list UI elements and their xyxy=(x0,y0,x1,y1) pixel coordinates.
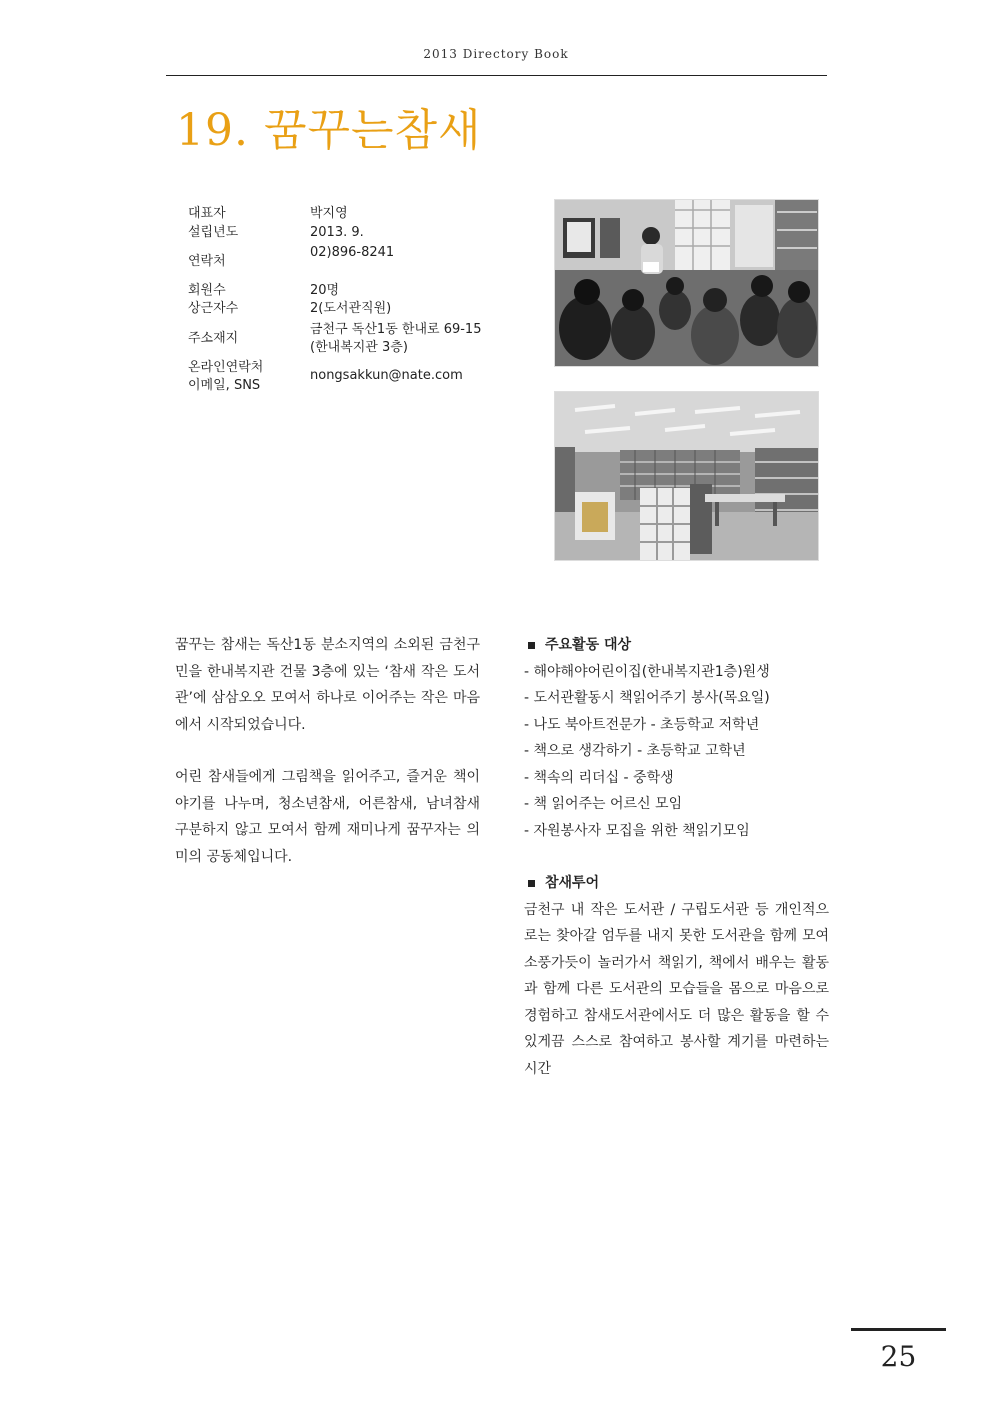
page-title: 19. 꿈꾸는참새 xyxy=(176,105,482,156)
address-line2: (한내복지관 3층) xyxy=(310,340,408,355)
list-item: - 해야해야어린이집(한내복지관1층)원생 xyxy=(524,663,770,680)
activities-heading: 주요활동 대상 xyxy=(524,632,829,659)
square-bullet-icon xyxy=(528,880,535,887)
members-value: 20명 xyxy=(310,283,340,298)
list-item: - 책속의 리더십 - 중학생 xyxy=(524,769,674,786)
online-label-1: 온라인연락처 xyxy=(188,360,264,375)
list-item: - 책 읽어주는 어르신 모임 xyxy=(524,796,683,812)
contact-value: 02)896-8241 xyxy=(310,245,395,260)
library-interior-photo xyxy=(554,391,819,561)
rep-value: 박지영 xyxy=(310,206,348,221)
running-header: 2013 Directory Book xyxy=(423,47,569,61)
members-label: 회원수 xyxy=(188,283,226,298)
founded-value: 2013. 9. xyxy=(310,225,364,240)
address-label: 주소재지 xyxy=(188,331,239,346)
list-item: - 도서관활동시 책읽어주기 봉사(목요일) xyxy=(524,690,770,706)
square-bullet-icon xyxy=(528,642,535,649)
list-item: - 나도 북아트전문가 - 초등학교 저학년 xyxy=(524,716,760,733)
address-line1: 금천구 독산1동 한내로 69-15 xyxy=(310,322,482,337)
storytime-photo xyxy=(554,199,819,367)
staff-value: 2(도서관직원) xyxy=(310,301,392,316)
email-value: nongsakkun@nate.com xyxy=(310,368,463,383)
page-number: 25 xyxy=(880,1340,917,1373)
activities-column xyxy=(524,632,829,1082)
list-item: - 자원봉사자 모집을 위한 책읽기모임 xyxy=(524,822,750,839)
staff-label: 상근자수 xyxy=(188,301,239,316)
intro-column xyxy=(175,632,480,870)
online-label-2: 이메일, SNS xyxy=(188,378,261,393)
list-item: - 책으로 생각하기 - 초등학교 고학년 xyxy=(524,743,746,759)
tour-paragraph: 금천구 내 작은 도서관 / 구립도서관 등 개인적으로는 찾아갈 엄두를 내지 못한 도서관을 함께 모여 소풍가듯이 놀러가서 책읽기, 책에서 배우는 활동과 함께 다른 도서관의 모습들을 몸으로 마음으로 경험하고 참새도서관에서도 더 많은 활동을 할 수 있게끔 스스로 참여하고 봉사할 계기를 마련하는 시간 xyxy=(524,901,829,1077)
footer-divider xyxy=(851,1328,946,1331)
intro-paragraph-2: 어린 참새들에게 그림책을 읽어주고, 즐거운 책이야기를 나누며, 청소년참새, 어른참새, 남녀참새 구분하지 않고 모여서 함께 재미나게 꿈꾸자는 의미의 공동체입니다. xyxy=(175,769,480,865)
founded-label: 설립년도 xyxy=(188,225,239,240)
tour-heading: 참새투어 xyxy=(524,870,829,897)
contact-label: 연락처 xyxy=(188,254,226,269)
rep-label: 대표자 xyxy=(188,206,226,221)
intro-paragraph-1: 꿈꾸는 참새는 독산1동 분소지역의 소외된 금천구민을 한내복지관 건물 3층에 있는 ‘참새 작은 도서관’에 삼삼오오 모여서 하나로 이어주는 작은 마음에서 시작되었습니다. xyxy=(175,637,480,733)
header-divider xyxy=(166,75,827,76)
